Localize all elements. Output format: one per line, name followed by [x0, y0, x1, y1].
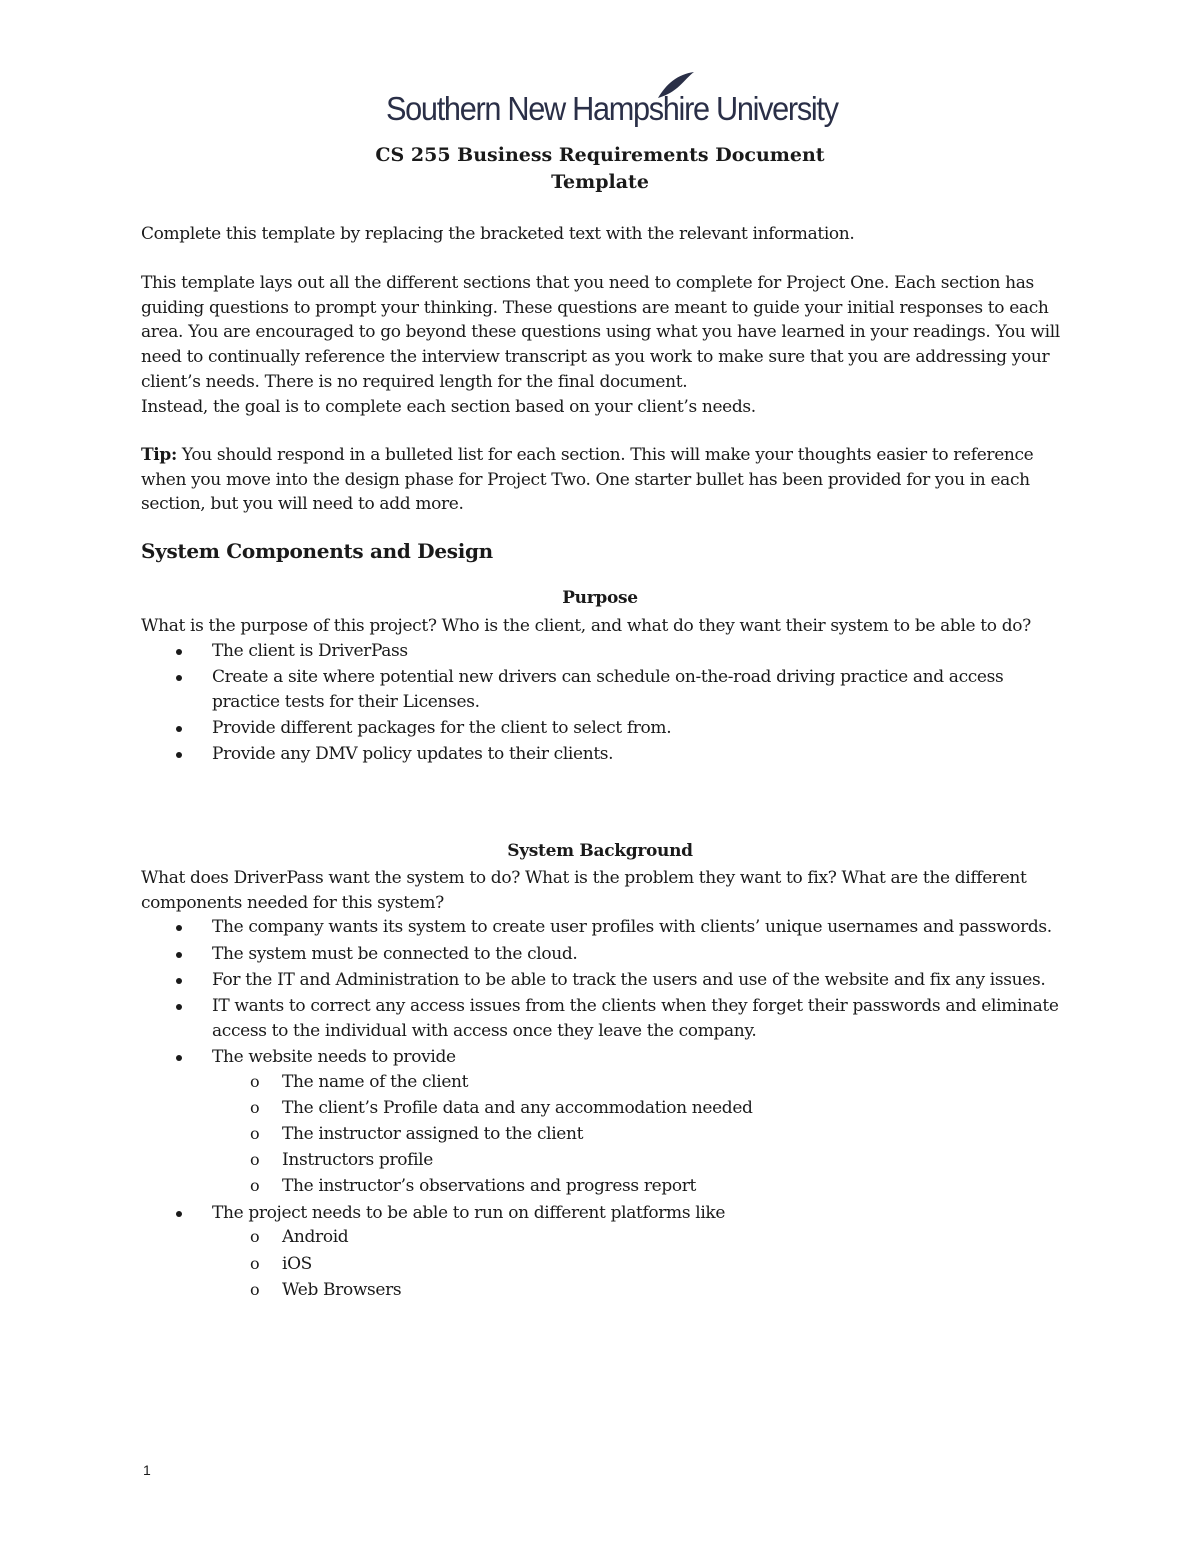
bullet-icon	[176, 752, 182, 758]
sublist-item: o The instructor’s observations and progress report	[141, 1174, 1061, 1199]
university-logo	[386, 70, 838, 136]
instructions-section	[141, 271, 1061, 419]
website-sublist	[141, 1070, 1061, 1200]
sub-bullet-icon: o	[250, 1253, 260, 1273]
list-item: The project needs to be able to run on different platforms like o Android o iOS o Web Browsers	[141, 1201, 1061, 1303]
intro-paragraph: Complete this template by replacing the bracketed text with the relevant information.	[141, 224, 855, 244]
logo-wordmark: Southern New Hampshire University	[386, 90, 838, 127]
list-item: For the IT and Administration to be able to track the users and use of the website and fix any issues.	[141, 968, 1061, 993]
background-section	[141, 866, 1061, 1304]
bullet-icon	[176, 925, 182, 931]
sublist-item: o The client’s Profile data and any accommodation needed	[141, 1096, 1061, 1121]
tip-section	[141, 443, 1061, 517]
instructions-paragraph-2: Instead, the goal is to complete each section based on your client’s needs.	[141, 396, 756, 417]
intro-section	[141, 222, 1061, 247]
sub-bullet-icon: o	[250, 1176, 260, 1196]
section-heading: System Components and Design	[141, 539, 493, 563]
platform-sublist	[141, 1225, 1061, 1302]
bullet-icon	[176, 1211, 182, 1217]
sublist-item: o Instructors profile	[141, 1148, 1061, 1173]
instructions-paragraph: This template lays out all the different sections that you need to complete for Project One. Each section has guiding questions to prompt your thinking. These questions are meant to guide your initial responses to each area. You are encouraged to go beyond these questions using what you have learned in your readings. You will need to continually reference the interview transcript as you work to make sure that you are addressing your client’s needs. There is no required length for the final document.	[141, 273, 1060, 392]
list-item: IT wants to correct any access issues from the clients when they forget their passwords and eliminate access to the individual with access once they leave the company.	[141, 994, 1061, 1043]
purpose-heading: Purpose	[562, 588, 638, 608]
bullet-icon	[176, 726, 182, 732]
tip-label: Tip:	[141, 445, 177, 465]
document-title: CS 255 Business Requirements Document	[375, 144, 825, 166]
list-item: The client is DriverPass	[141, 639, 1061, 664]
sub-bullet-icon: o	[250, 1150, 260, 1170]
list-item: Create a site where potential new drivers can schedule on-the-road driving practice and access practice tests for their Licenses.	[141, 665, 1061, 714]
bullet-icon	[176, 1004, 182, 1010]
bullet-icon	[176, 649, 182, 655]
bullet-icon	[176, 952, 182, 958]
sublist-item: o Web Browsers	[141, 1278, 1061, 1303]
sub-bullet-icon: o	[250, 1071, 260, 1091]
bullet-icon	[176, 978, 182, 984]
sub-bullet-icon: o	[250, 1227, 260, 1247]
list-item: The system must be connected to the cloud.	[141, 942, 1061, 967]
document-subtitle: Template	[551, 171, 649, 193]
sublist-item: o The name of the client	[141, 1070, 1061, 1095]
background-list	[141, 915, 1061, 1302]
purpose-list	[141, 639, 1061, 767]
list-item: The company wants its system to create user profiles with clients’ unique usernames and passwords.	[141, 915, 1061, 940]
page-number: 1	[143, 1462, 151, 1478]
background-heading: System Background	[507, 841, 693, 861]
list-item: The website needs to provide o The name of the client o The client’s Profile data and any accommodation needed o The instructor assigned to the client o Instructors profile o The instructor’s observations and progress report	[141, 1045, 1061, 1199]
sub-bullet-icon: o	[250, 1279, 260, 1299]
sublist-item: o The instructor assigned to the client	[141, 1122, 1061, 1147]
background-question: What does DriverPass want the system to do? What is the problem they want to fix? What are the different components needed for this system?	[141, 868, 1027, 913]
list-item: Provide any DMV policy updates to their clients.	[141, 742, 1061, 767]
sub-bullet-icon: o	[250, 1124, 260, 1144]
sublist-item: o iOS	[141, 1252, 1061, 1277]
bullet-icon	[176, 675, 182, 681]
purpose-question: What is the purpose of this project? Who is the client, and what do they want their system to be able to do?	[141, 616, 1031, 636]
list-item: Provide different packages for the client to select from.	[141, 716, 1061, 741]
sub-bullet-icon: o	[250, 1097, 260, 1117]
purpose-section	[141, 614, 1061, 768]
sublist-item: o Android	[141, 1225, 1061, 1250]
bullet-icon	[176, 1055, 182, 1061]
tip-text: You should respond in a bulleted list for each section. This will make your thoughts easier to reference when you move into the design phase for Project Two. One starter bullet has been provided for you in each section, but you will need to add more.	[141, 445, 1034, 515]
